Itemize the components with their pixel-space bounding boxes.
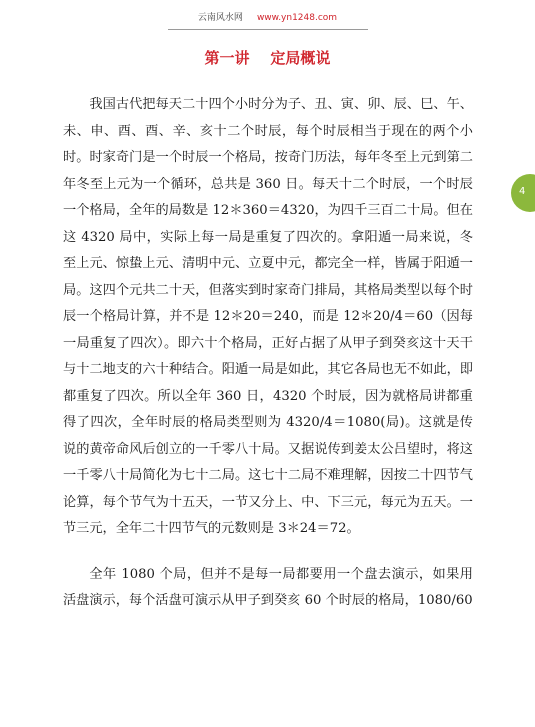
page-title: 第一讲 定局概说 [204,49,331,67]
page-number: 4 [519,186,526,197]
site-name: 云南风水网 [197,13,243,23]
header-divider [168,29,368,30]
page-header [0,10,535,26]
body-text [63,92,473,615]
paragraph: 全年 1080 个局，但并不是每一局都要用一个盘去演示，如果用活盘演示，每个活盘可演示从甲子到癸亥 60 个时辰的格局，1080/60 [63,566,473,608]
site-url[interactable]: www.yn1248.com [256,13,338,23]
paragraph: 我国古代把每天二十四个小时分为子、丑、寅、卯、辰、巳、午、未、申、酉、酉、辛、亥十二个时辰，每个时辰相当于现在的两个小时。时家奇门是一个时辰一个格局，按奇门历法，每年冬至上元到第二年冬至上元为一个循环，总共是 360 日。每天十二个时辰，一个时辰一个格局，全年的局数是 12＊360＝4320，为四千三百二十局。但在这 4320 局中，实际上每一局是重复了四次的。拿阳遁一局来说，冬至上元、惊蛰上元、清明中元、立夏中元，都完全一样，皆属于阳遁一局。这四个元共二十天，但落实到时家奇门排局，其格局类型以每个时辰一个格局计算，并不是 12＊20＝240，而是 12＊20/4＝60（因每一局重复了四次）。即六十个格局，正好占据了从甲子到癸亥这十天干与十二地支的六十种结合。阳遁一局是如此，其它各局也无不如此，即都重复了四次。所以全年 360 日，4320 个时辰，因为就格局讲都重得了四次，全年时辰的格局类型则为 4320/4＝1080(局)。这就是传说的黄帝命风后创立的一千零八十局。又据说传到姜太公吕望时，将这一千零八十局简化为七十二局。这七十二局不难理解，因按二十四节气论算，每个节气为十五天，一节又分上、中、下三元，每元为五天。一节三元，全年二十四节气的元数则是 3＊24＝72。 [63,97,473,536]
page-number-badge [511,174,535,212]
